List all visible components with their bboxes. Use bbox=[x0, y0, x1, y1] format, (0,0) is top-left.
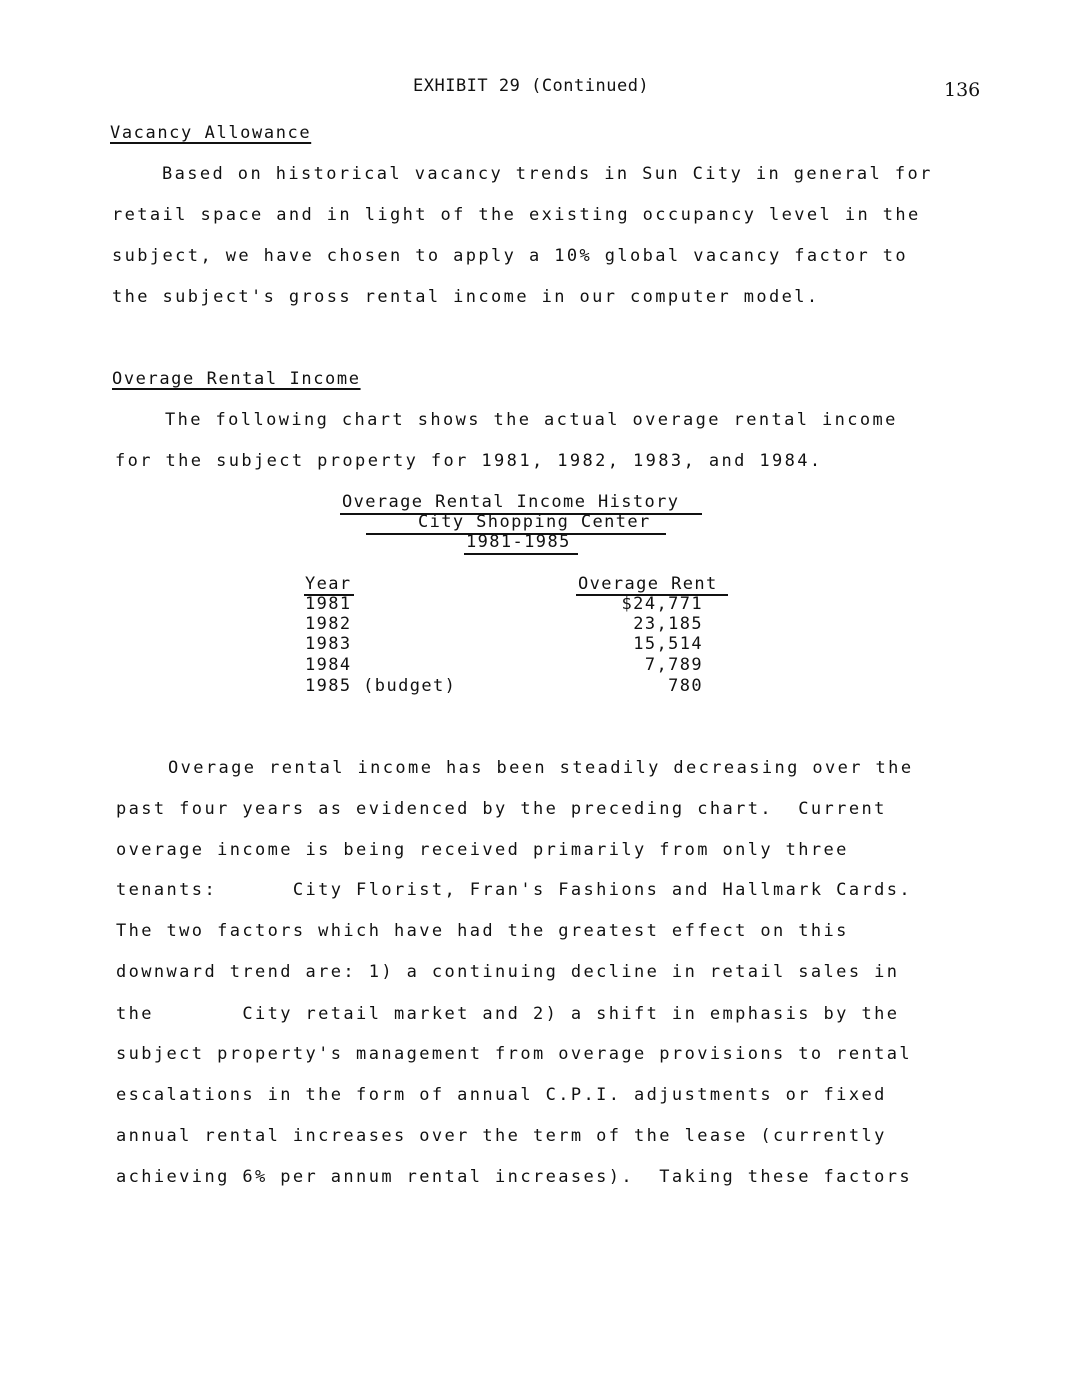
vacancy-line-2: retail space and in light of the existing occupancy level in the bbox=[112, 205, 921, 225]
table-subtitle: City Shopping Center bbox=[418, 512, 651, 532]
overage-line-1: The following chart shows the actual overage rental income bbox=[165, 410, 898, 430]
vacancy-line-4: the subject's gross rental income in our computer model. bbox=[112, 287, 820, 307]
overage-line-2: for the subject property for 1981, 1982, 1983, and 1984. bbox=[115, 451, 823, 471]
table-row-rent: 23,185 bbox=[633, 614, 703, 634]
analysis-line-5: The two factors which have had the greatest effect on this bbox=[116, 921, 849, 941]
table-row-rent: 15,514 bbox=[633, 634, 703, 654]
analysis-line-11: achieving 6% per annum rental increases). Taking these factors bbox=[116, 1167, 912, 1187]
analysis-line-6: downward trend are: 1) a continuing decline in retail sales in bbox=[116, 962, 900, 982]
analysis-line-4: tenants: City Florist, Fran's Fashions and Hallmark Cards. bbox=[116, 880, 912, 900]
overage-heading: Overage Rental Income bbox=[112, 369, 361, 389]
analysis-line-9: escalations in the form of annual C.P.I. adjustments or fixed bbox=[116, 1085, 887, 1105]
exhibit-title: EXHIBIT 29 (Continued) bbox=[413, 76, 650, 96]
table-row-year: 1984 bbox=[305, 655, 352, 675]
table-row-rent: 7,789 bbox=[644, 655, 703, 675]
table-title: Overage Rental Income History bbox=[342, 492, 680, 512]
vacancy-line-3: subject, we have chosen to apply a 10% global vacancy factor to bbox=[112, 246, 908, 266]
analysis-line-3: overage income is being received primarily from only three bbox=[116, 840, 849, 860]
analysis-line-7: the City retail market and 2) a shift in emphasis by the bbox=[116, 1004, 900, 1024]
analysis-line-1: Overage rental income has been steadily decreasing over the bbox=[168, 758, 914, 778]
table-row-year: 1985 (budget) bbox=[305, 676, 457, 696]
analysis-line-8: subject property's management from overage provisions to rental bbox=[116, 1044, 912, 1064]
table-period: 1981-1985 bbox=[466, 532, 571, 552]
analysis-line-2: past four years as evidenced by the preceding chart. Current bbox=[116, 799, 887, 819]
analysis-line-10: annual rental increases over the term of the lease (currently bbox=[116, 1126, 887, 1146]
vacancy-line-1: Based on historical vacancy trends in Sun City in general for bbox=[162, 164, 933, 184]
table-row-year: 1982 bbox=[305, 614, 352, 634]
vacancy-heading: Vacancy Allowance bbox=[110, 123, 312, 143]
table-row-year: 1981 bbox=[305, 594, 352, 614]
column-header-year: Year bbox=[305, 574, 352, 594]
table-period-rule bbox=[464, 553, 578, 555]
table-row-rent: 780 bbox=[668, 676, 703, 696]
table-row-year: 1983 bbox=[305, 634, 352, 654]
column-header-overage-rent: Overage Rent bbox=[578, 574, 718, 594]
table-row-rent: $24,771 bbox=[621, 594, 703, 614]
page-number: 136 bbox=[944, 79, 981, 101]
